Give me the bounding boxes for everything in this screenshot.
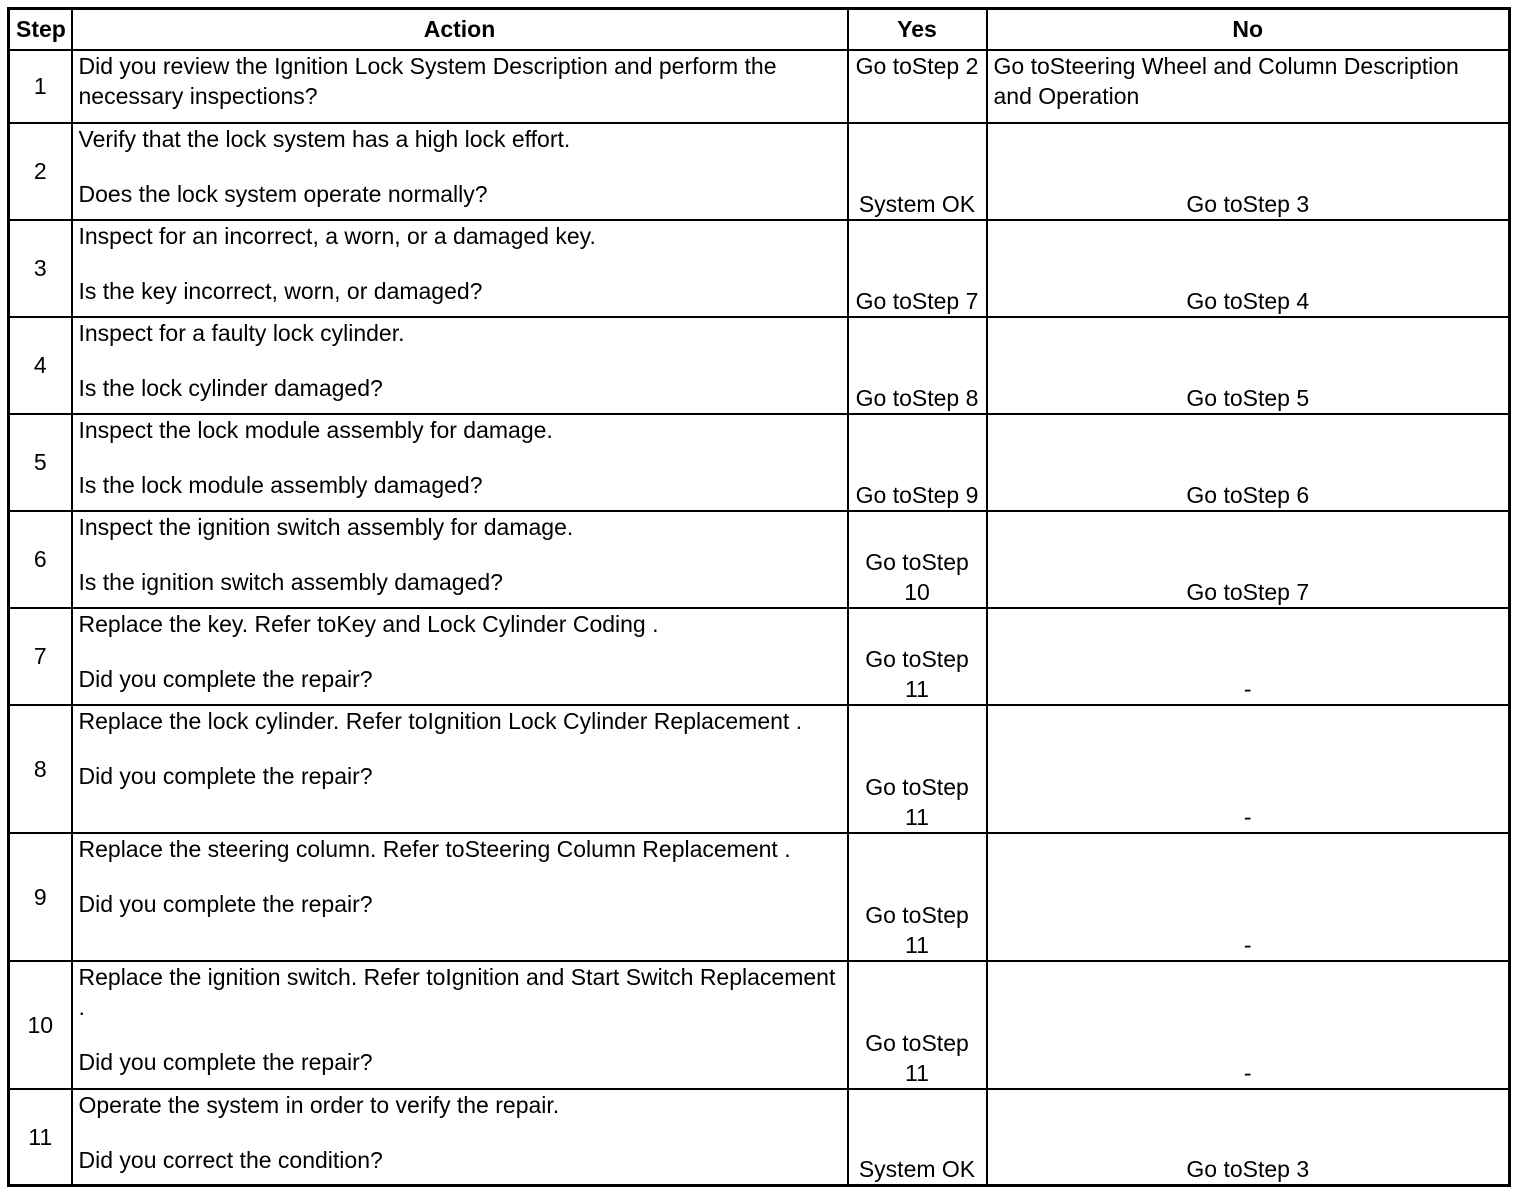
yes-cell: Go toStep 2 [848,50,987,123]
yes-cell: Go toStep 11 [848,705,987,833]
action-question: Is the key incorrect, worn, or damaged? [78,277,483,304]
action-cell [72,705,848,833]
no-header: No [987,9,1510,50]
action-text: Inspect the ignition switch assembly for damage. [78,513,574,540]
table-row [9,414,1510,511]
action-cell [72,961,848,1089]
table-row [9,50,1510,123]
yes-cell: Go toStep 10 [848,511,987,608]
action-cell [72,608,848,705]
no-cell: Go toStep 3 [987,1089,1510,1186]
table-row [9,123,1510,220]
action-question: Is the ignition switch assembly damaged? [78,568,503,595]
action-text: Inspect for an incorrect, a worn, or a damaged key. [78,222,596,249]
action-question: Does the lock system operate normally? [78,180,488,207]
action-text: Did you review the Ignition Lock System Description and perform the necessary inspections? [78,52,777,109]
action-text: Verify that the lock system has a high lock effort. [78,125,571,152]
table-row [9,317,1510,414]
action-text: Replace the key. Refer toKey and Lock Cylinder Coding . [78,610,659,637]
no-cell: - [987,961,1510,1089]
action-cell [72,1089,848,1186]
yes-cell: Go toStep 11 [848,833,987,961]
action-text: Inspect for a faulty lock cylinder. [78,319,405,346]
action-text: Replace the ignition switch. Refer toIgnition and Start Switch Replacement . [78,963,836,1020]
no-cell: - [987,705,1510,833]
no-cell: Go toStep 7 [987,511,1510,608]
action-header: Action [72,9,848,50]
step-number: 3 [9,220,72,317]
step-number: 5 [9,414,72,511]
action-cell [72,50,848,123]
step-number: 10 [9,961,72,1089]
table-row [9,511,1510,608]
step-number: 11 [9,1089,72,1186]
yes-cell: System OK [848,123,987,220]
step-number: 6 [9,511,72,608]
action-question: Did you complete the repair? [78,1048,373,1075]
action-question: Is the lock cylinder damaged? [78,374,383,401]
action-cell [72,317,848,414]
step-number: 8 [9,705,72,833]
no-cell: Go toStep 6 [987,414,1510,511]
yes-cell: Go toStep 7 [848,220,987,317]
yes-header: Yes [848,9,987,50]
step-number: 9 [9,833,72,961]
no-cell: - [987,608,1510,705]
table-row [9,961,1510,1089]
action-cell [72,511,848,608]
action-question: Is the lock module assembly damaged? [78,471,483,498]
action-question: Did you complete the repair? [78,890,373,917]
step-number: 7 [9,608,72,705]
no-cell: Go toStep 3 [987,123,1510,220]
table-row [9,705,1510,833]
yes-cell: Go toStep 11 [848,608,987,705]
yes-cell: System OK [848,1089,987,1186]
no-cell: - [987,833,1510,961]
no-cell: Go toStep 4 [987,220,1510,317]
action-cell [72,414,848,511]
action-cell [72,833,848,961]
action-text: Operate the system in order to verify the repair. [78,1091,560,1118]
diagnostic-table [7,7,1511,1187]
action-text: Replace the steering column. Refer toSteering Column Replacement . [78,835,791,862]
action-question: Did you complete the repair? [78,762,373,789]
table-row [9,833,1510,961]
no-cell: Go toSteering Wheel and Column Description and Operation [987,50,1510,123]
action-question: Did you complete the repair? [78,665,373,692]
table-row [9,1089,1510,1186]
yes-cell: Go toStep 8 [848,317,987,414]
action-question: Did you correct the condition? [78,1146,383,1173]
action-cell [72,123,848,220]
header-row [9,9,1510,50]
no-cell: Go toStep 5 [987,317,1510,414]
action-cell [72,220,848,317]
action-text: Replace the lock cylinder. Refer toIgnition Lock Cylinder Replacement . [78,707,803,734]
step-number: 4 [9,317,72,414]
table-row [9,608,1510,705]
yes-cell: Go toStep 11 [848,961,987,1089]
table-row [9,220,1510,317]
step-header: Step [9,9,72,50]
yes-cell: Go toStep 9 [848,414,987,511]
step-number: 1 [9,50,72,123]
step-number: 2 [9,123,72,220]
action-text: Inspect the lock module assembly for damage. [78,416,553,443]
